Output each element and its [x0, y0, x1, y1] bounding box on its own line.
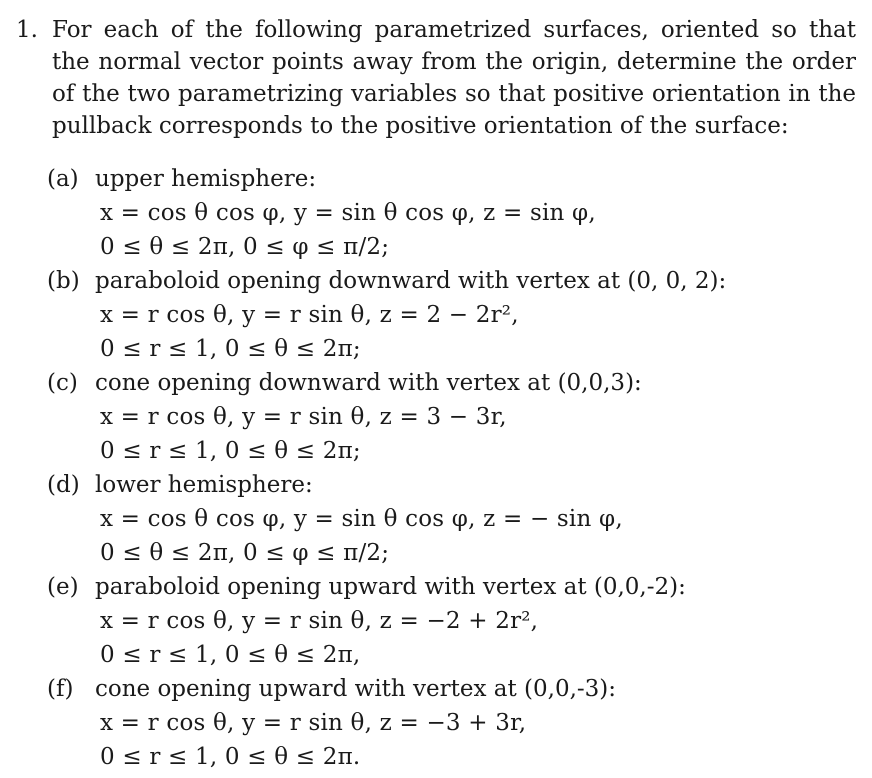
part-item [47, 264, 847, 366]
part-equations: x = cos θ cos φ, y = sin θ cos φ, z = sin φ, [100, 200, 596, 226]
part-label: (b) [47, 268, 80, 294]
part-equations: x = r cos θ, y = r sin θ, z = −2 + 2r², [100, 608, 539, 634]
part-label: (f) [47, 676, 74, 702]
part-bounds: 0 ≤ r ≤ 1, 0 ≤ θ ≤ 2π; [100, 336, 361, 362]
part-item [47, 162, 847, 264]
part-title: lower hemisphere: [95, 472, 313, 498]
problem-block [16, 14, 856, 142]
part-item [47, 570, 847, 672]
part-label: (d) [47, 472, 80, 498]
part-item [47, 468, 847, 570]
part-equations: x = r cos θ, y = r sin θ, z = 3 − 3r, [100, 404, 507, 430]
part-title: paraboloid opening downward with vertex at (0, 0, 2): [95, 268, 727, 294]
part-label: (c) [47, 370, 78, 396]
part-equations: x = cos θ cos φ, y = sin θ cos φ, z = − sin φ, [100, 506, 623, 532]
part-title: cone opening upward with vertex at (0,0,-3): [95, 676, 617, 702]
part-bounds: 0 ≤ r ≤ 1, 0 ≤ θ ≤ 2π. [100, 744, 361, 770]
part-item [47, 366, 847, 468]
part-title: upper hemisphere: [95, 166, 317, 192]
problem-statement: For each of the following parametrized surfaces, oriented so that the normal vector points away from the origin, determine the order of the two parametrizing variables so that positive orientation in the pullback corresponds to the positive orientation of the surface: [52, 17, 856, 139]
problem-number: 1. [16, 17, 38, 43]
part-label: (a) [47, 166, 79, 192]
part-bounds: 0 ≤ r ≤ 1, 0 ≤ θ ≤ 2π, [100, 642, 361, 668]
parts-list [47, 162, 847, 774]
part-equations: x = r cos θ, y = r sin θ, z = −3 + 3r, [100, 710, 527, 736]
part-title: paraboloid opening upward with vertex at (0,0,-2): [95, 574, 686, 600]
part-bounds: 0 ≤ θ ≤ 2π, 0 ≤ φ ≤ π/2; [100, 540, 390, 566]
part-bounds: 0 ≤ θ ≤ 2π, 0 ≤ φ ≤ π/2; [100, 234, 390, 260]
part-bounds: 0 ≤ r ≤ 1, 0 ≤ θ ≤ 2π; [100, 438, 361, 464]
part-label: (e) [47, 574, 79, 600]
part-item [47, 672, 847, 774]
part-equations: x = r cos θ, y = r sin θ, z = 2 − 2r², [100, 302, 519, 328]
part-title: cone opening downward with vertex at (0,0,3): [95, 370, 642, 396]
